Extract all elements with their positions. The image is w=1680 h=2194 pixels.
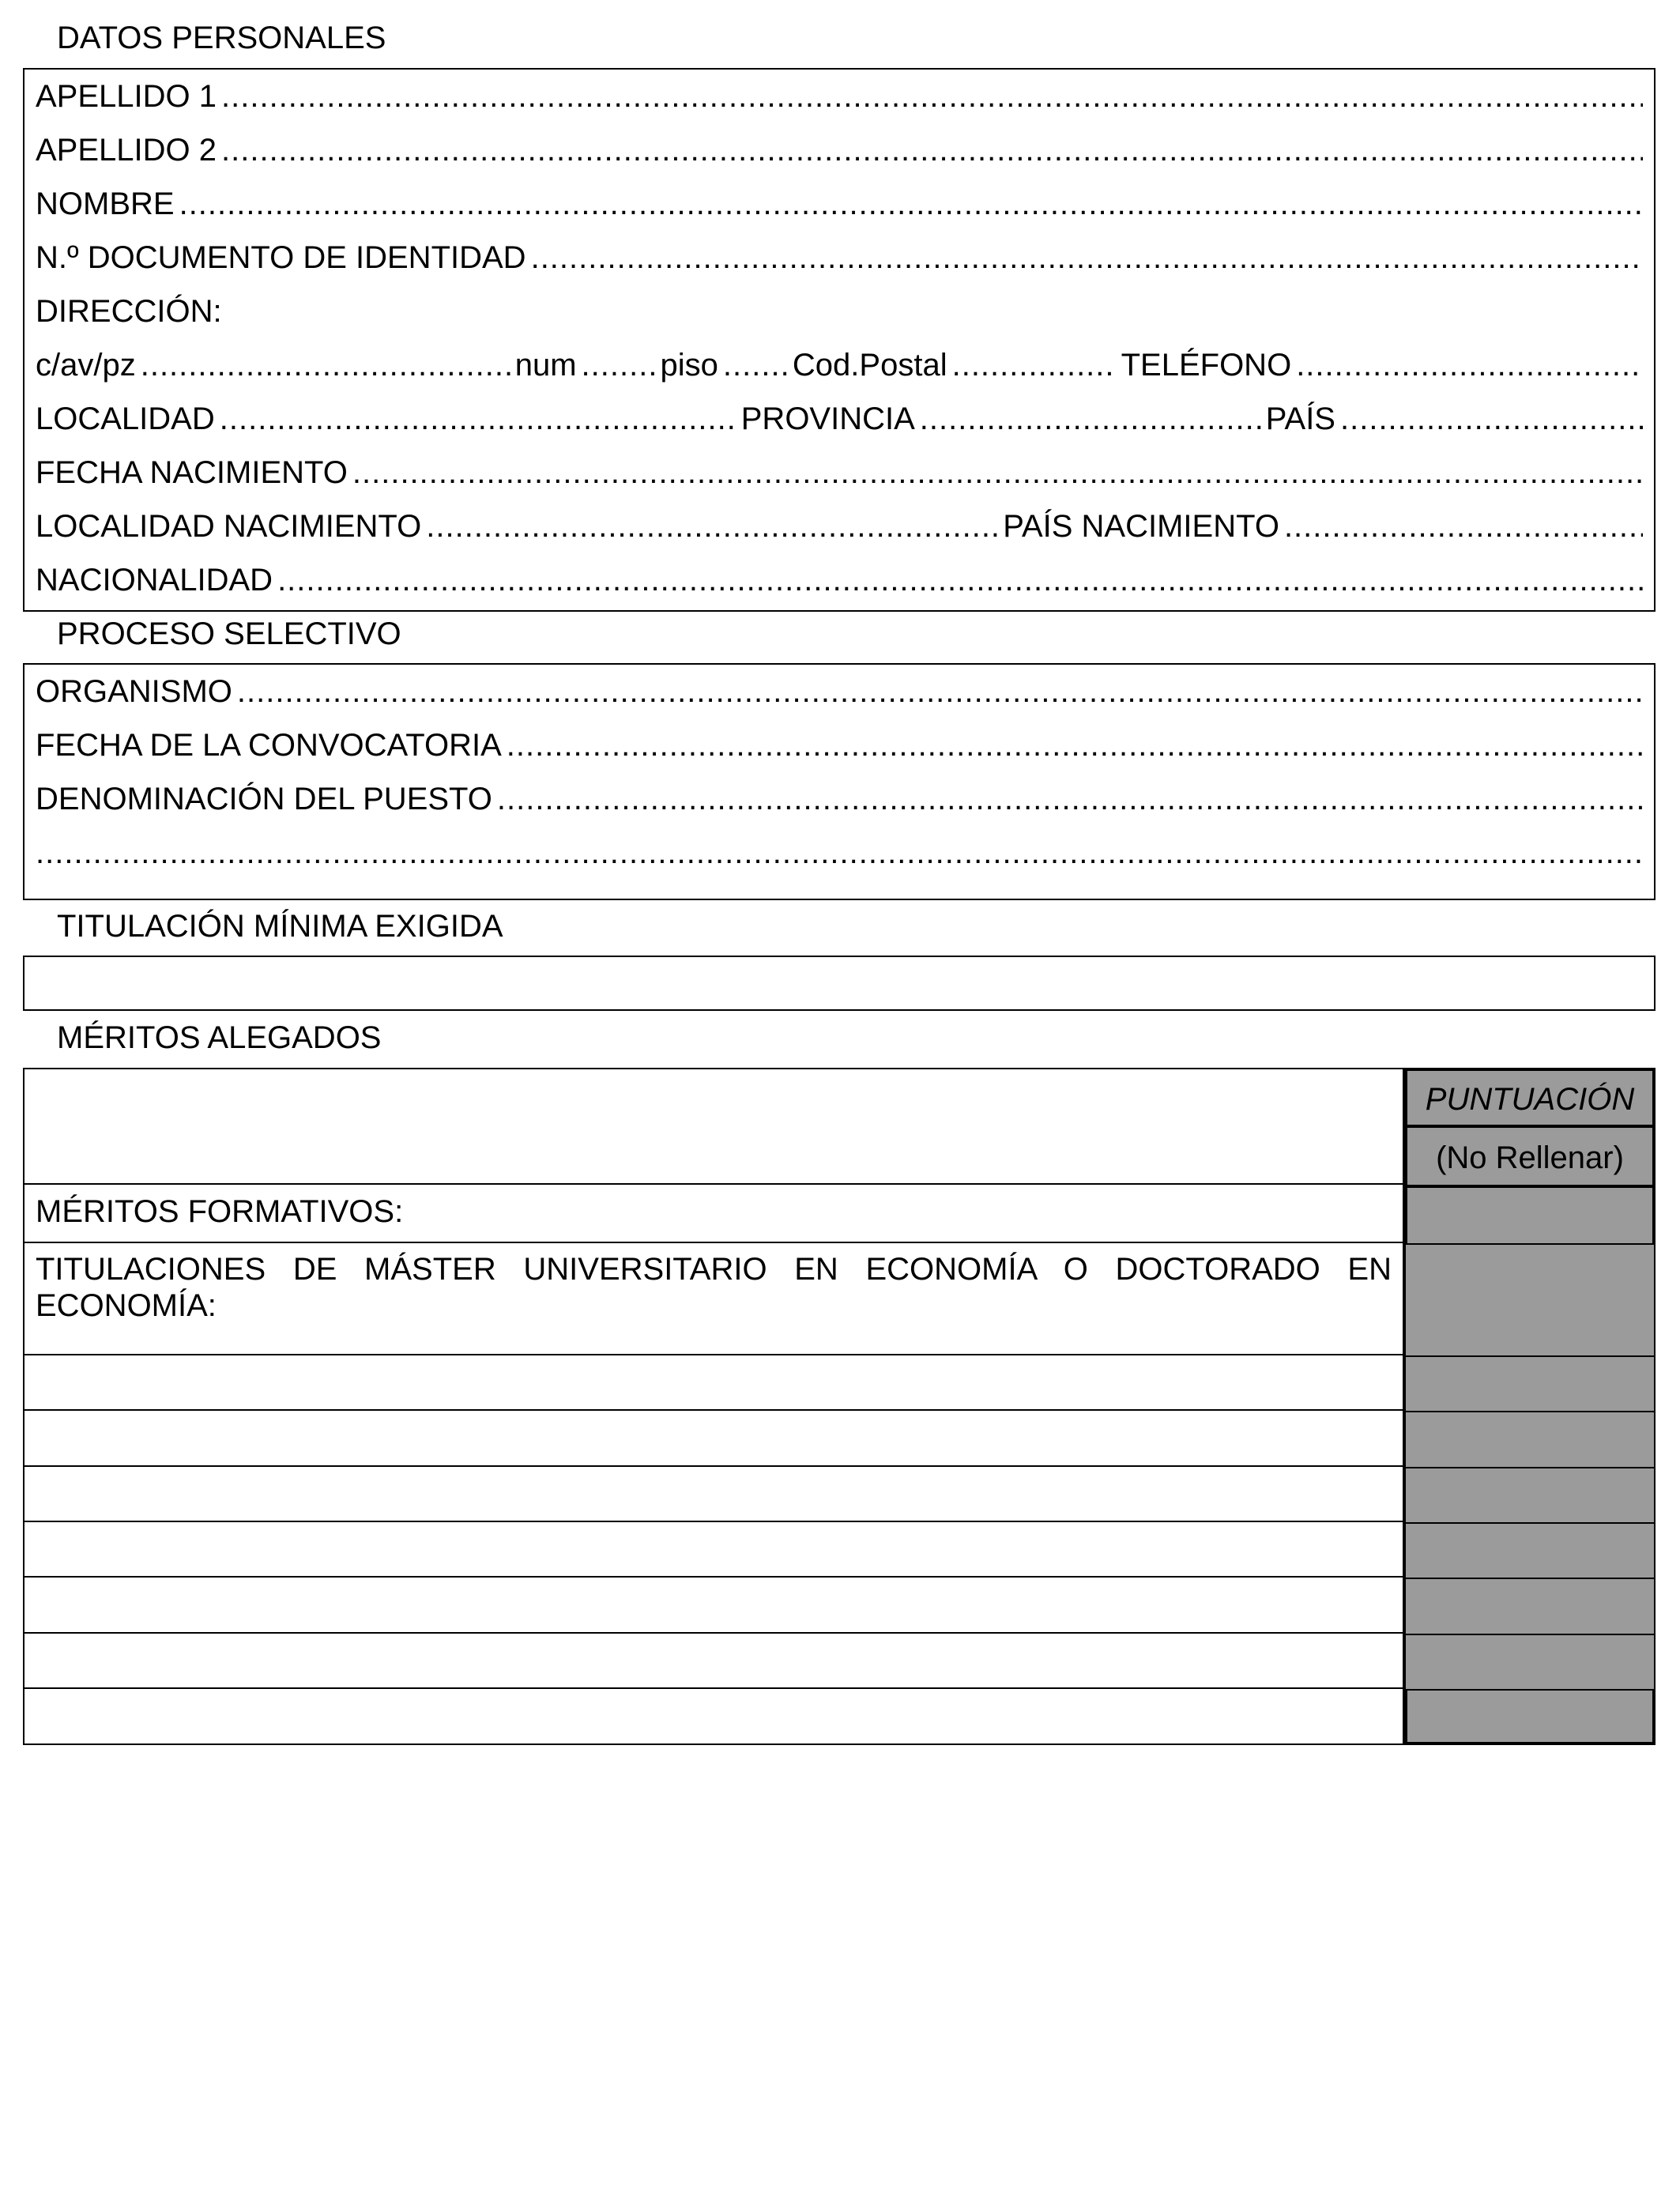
fill-dots [952,348,1117,383]
field-fecha-convocatoria[interactable] [36,723,1643,767]
meritos-header-cell [23,1068,1404,1185]
field-label: LOCALIDAD NACIMIENTO [36,508,422,544]
fill-dots [352,455,1643,491]
field-label: DENOMINACIÓN DEL PUESTO [36,781,492,816]
section-title-proceso-selectivo: PROCESO SELECTIVO [57,616,401,651]
no-rellenar-cell [1404,1125,1656,1188]
field-localidad-nacimiento-line[interactable] [36,504,1643,548]
field-label: num [514,347,577,383]
field-label: APELLIDO 2 [36,132,217,168]
fill-dots [531,240,1643,276]
field-label: Cod.Postal [792,347,947,383]
field-label: DIRECCIÓN: [36,293,222,329]
field-label: N.º DOCUMENTO DE IDENTIDAD [36,239,526,275]
fill-dots [1296,348,1643,383]
merit-entry-row[interactable] [23,1578,1404,1634]
field-label: PAÍS NACIMIENTO [1003,508,1279,544]
field-nombre[interactable] [36,182,1643,226]
section-title-datos-personales: DATOS PERSONALES [57,21,386,55]
score-cell [1404,1355,1656,1412]
field-label: APELLIDO 1 [36,78,217,114]
fill-dots [36,835,1643,871]
score-cell [1404,1185,1656,1246]
merit-entry-row[interactable] [23,1411,1404,1467]
puntuacion-label: PUNTUACIÓN [1425,1082,1635,1117]
meritos-formativos-label: MÉRITOS FORMATIVOS: [36,1194,404,1229]
field-label: NOMBRE [36,186,175,221]
field-nacionalidad[interactable] [36,558,1643,602]
field-label: FECHA DE LA CONVOCATORIA [36,727,502,763]
score-cell [1404,1243,1656,1357]
field-label: PROVINCIA [740,401,915,436]
fill-dots [497,782,1643,817]
field-localidad-line[interactable] [36,397,1643,441]
field-direccion-line[interactable] [36,343,1643,387]
fill-dots [221,79,1643,115]
merit-entry-row[interactable] [23,1689,1404,1745]
merit-entry-row[interactable] [23,1355,1404,1411]
field-denominacion-puesto-cont[interactable] [36,831,1643,875]
merit-entry-row[interactable] [23,1634,1404,1689]
puntuacion-header-cell [1404,1068,1656,1128]
score-cell [1404,1634,1656,1691]
score-cell [1404,1467,1656,1524]
datos-personales-box [23,68,1656,612]
field-organismo[interactable] [36,669,1643,714]
titulaciones-label-line1: TITULACIONES DE MÁSTER UNIVERSITARIO EN ECONOMÍA O DOCTORADO EN [36,1252,1392,1287]
meritos-table [23,1068,1656,1745]
section-title-meritos-alegados: MÉRITOS ALEGADOS [57,1020,382,1055]
score-cell [1404,1578,1656,1635]
fill-dots [141,348,510,383]
fill-dots [920,401,1261,437]
fill-dots [1284,509,1643,545]
fill-dots [277,563,1643,598]
merit-entry-row[interactable] [23,1522,1404,1578]
proceso-selectivo-box [23,663,1656,900]
fill-dots [237,674,1643,710]
field-label: piso [660,347,718,383]
score-cell [1404,1411,1656,1468]
field-apellido-1[interactable] [36,74,1643,119]
score-cell [1404,1522,1656,1579]
score-cell [1404,1689,1656,1745]
field-label: FECHA NACIMIENTO [36,454,348,490]
meritos-formativos-row [23,1185,1404,1243]
fill-dots [179,187,1643,222]
field-label: LOCALIDAD [36,401,215,436]
field-label: PAÍS [1265,401,1335,436]
field-label: c/av/pz [36,347,136,383]
fill-dots [426,509,998,545]
titulaciones-label-line2: ECONOMÍA: [36,1288,217,1323]
field-fecha-nacimiento[interactable] [36,450,1643,495]
section-title-titulacion-minima: TITULACIÓN MÍNIMA EXIGIDA [57,909,503,944]
fill-dots [723,348,788,383]
fill-dots [220,401,736,437]
field-denominacion-puesto[interactable] [36,777,1643,821]
fill-dots [582,348,656,383]
field-direccion-label [36,289,1643,334]
merit-entry-row[interactable] [23,1467,1404,1522]
titulacion-minima-input[interactable] [23,956,1656,1011]
no-rellenar-label: (No Rellenar) [1436,1140,1624,1175]
field-documento-identidad[interactable] [36,236,1643,280]
fill-dots [507,728,1643,763]
field-apellido-2[interactable] [36,128,1643,172]
fill-dots [221,133,1643,168]
field-label: ORGANISMO [36,673,232,709]
titulaciones-row [23,1243,1404,1355]
fill-dots [1340,401,1643,437]
field-label: NACIONALIDAD [36,562,273,598]
field-label: TELÉFONO [1121,347,1292,383]
